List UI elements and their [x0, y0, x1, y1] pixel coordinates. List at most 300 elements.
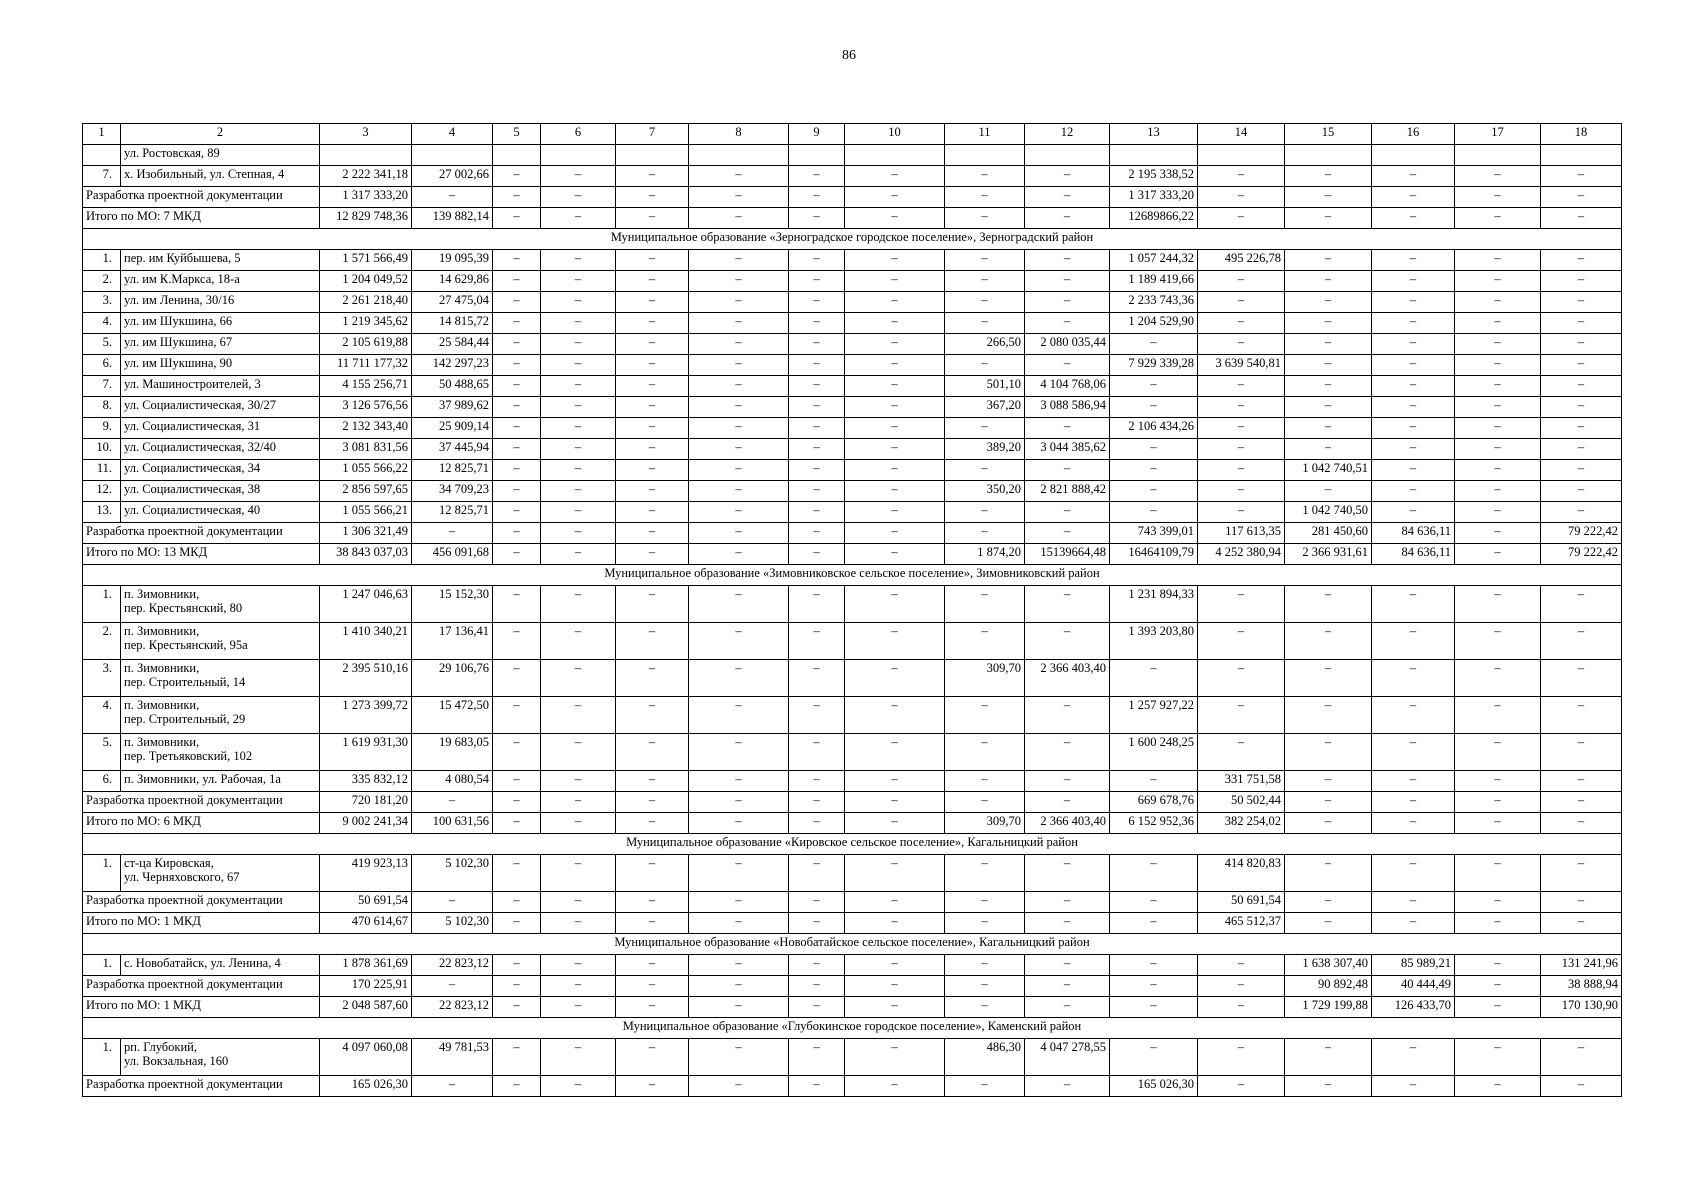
- table-cell: –: [1285, 187, 1372, 208]
- table-cell: –: [1372, 376, 1455, 397]
- table-cell: 2.: [83, 623, 121, 660]
- table-cell: п. Зимовники, пер. Третьяковский, 102: [121, 734, 320, 771]
- table-cell: –: [616, 334, 689, 355]
- table-cell: 4.: [83, 313, 121, 334]
- table-cell: –: [1541, 771, 1622, 792]
- table-cell: –: [789, 334, 845, 355]
- table-row: [83, 271, 1622, 292]
- table-cell: 1 231 894,33: [1110, 586, 1198, 623]
- table-cell: –: [541, 292, 616, 313]
- table-cell: –: [689, 997, 789, 1018]
- table-cell: –: [689, 187, 789, 208]
- table-cell: –: [541, 544, 616, 565]
- summary-row: [83, 892, 1622, 913]
- table-cell: –: [1285, 271, 1372, 292]
- table-row: [83, 418, 1622, 439]
- table-cell: –: [1285, 771, 1372, 792]
- table-cell: 100 631,56: [412, 813, 493, 834]
- table-cell: 3 126 576,56: [320, 397, 412, 418]
- table-cell: –: [541, 376, 616, 397]
- table-cell: [1455, 145, 1541, 166]
- table-cell: 25 584,44: [412, 334, 493, 355]
- table-cell: 10: [845, 124, 945, 145]
- table-cell: 9 002 241,34: [320, 813, 412, 834]
- table-cell: –: [689, 955, 789, 976]
- table-cell: –: [789, 208, 845, 229]
- table-cell: –: [945, 586, 1025, 623]
- table-row: [83, 771, 1622, 792]
- table-cell: –: [689, 623, 789, 660]
- table-cell: –: [541, 313, 616, 334]
- table-cell: [789, 145, 845, 166]
- table-cell: –: [1541, 855, 1622, 892]
- table-cell: –: [945, 292, 1025, 313]
- table-cell: 1 729 199,88: [1285, 997, 1372, 1018]
- table-cell: 2 080 035,44: [1025, 334, 1110, 355]
- table-cell: –: [789, 502, 845, 523]
- table-cell: 5.: [83, 734, 121, 771]
- table-cell: п. Зимовники, ул. Рабочая, 1а: [121, 771, 320, 792]
- table-cell: –: [689, 334, 789, 355]
- table-cell: –: [1455, 813, 1541, 834]
- table-cell: –: [1541, 913, 1622, 934]
- table-cell: –: [541, 997, 616, 1018]
- table-cell: ул. Социалистическая, 34: [121, 460, 320, 481]
- table-cell: –: [789, 734, 845, 771]
- table-cell: –: [1198, 460, 1285, 481]
- table-cell: 15139664,48: [1025, 544, 1110, 565]
- table-cell: –: [1541, 586, 1622, 623]
- table-cell: 1 317 333,20: [1110, 187, 1198, 208]
- table-cell: [1025, 145, 1110, 166]
- table-cell: 131 241,96: [1541, 955, 1622, 976]
- table-cell: п. Зимовники, пер. Строительный, 14: [121, 660, 320, 697]
- table-cell: –: [1372, 397, 1455, 418]
- table-cell: рп. Глубокий, ул. Вокзальная, 160: [121, 1039, 320, 1076]
- table-cell: –: [845, 334, 945, 355]
- table-row: [83, 481, 1622, 502]
- table-cell: –: [616, 502, 689, 523]
- table-cell: –: [493, 292, 541, 313]
- table-cell: 15: [1285, 124, 1372, 145]
- table-row: [83, 502, 1622, 523]
- table-cell: –: [541, 250, 616, 271]
- table-cell: –: [1455, 697, 1541, 734]
- table-cell: –: [1372, 660, 1455, 697]
- table-cell: –: [845, 355, 945, 376]
- table-cell: Муниципальное образование «Новобатайское сельское поселение», Кагальницкий район: [83, 934, 1622, 955]
- table-cell: –: [1285, 250, 1372, 271]
- table-cell: –: [493, 313, 541, 334]
- table-cell: –: [945, 697, 1025, 734]
- table-cell: –: [493, 166, 541, 187]
- table-cell: 3: [320, 124, 412, 145]
- table-cell: –: [493, 997, 541, 1018]
- budget-table: [82, 123, 1622, 1097]
- table-cell: –: [616, 955, 689, 976]
- table-cell: –: [845, 376, 945, 397]
- table-cell: –: [616, 208, 689, 229]
- table-cell: –: [1541, 792, 1622, 813]
- table-cell: –: [945, 771, 1025, 792]
- table-cell: –: [689, 292, 789, 313]
- table-cell: –: [789, 976, 845, 997]
- table-cell: –: [1541, 460, 1622, 481]
- table-cell: 84 636,11: [1372, 523, 1455, 544]
- table-cell: [945, 145, 1025, 166]
- table-cell: –: [689, 1039, 789, 1076]
- table-cell: –: [1025, 523, 1110, 544]
- table-cell: [1110, 145, 1198, 166]
- table-cell: –: [1025, 187, 1110, 208]
- table-cell: –: [789, 792, 845, 813]
- table-row: [83, 397, 1622, 418]
- table-cell: –: [1025, 976, 1110, 997]
- table-cell: 1 219 345,62: [320, 313, 412, 334]
- table-cell: –: [1025, 460, 1110, 481]
- table-cell: 486,30: [945, 1039, 1025, 1076]
- table-cell: 7 929 339,28: [1110, 355, 1198, 376]
- table-cell: –: [1198, 734, 1285, 771]
- table-cell: –: [1372, 913, 1455, 934]
- table-cell: Разработка проектной документации: [83, 1076, 320, 1097]
- table-cell: –: [1110, 997, 1198, 1018]
- table-row: [83, 623, 1622, 660]
- table-cell: –: [493, 813, 541, 834]
- table-cell: 1 638 307,40: [1285, 955, 1372, 976]
- table-cell: –: [789, 292, 845, 313]
- table-cell: –: [689, 271, 789, 292]
- table-cell: –: [541, 771, 616, 792]
- table-cell: –: [1455, 892, 1541, 913]
- table-cell: –: [789, 523, 845, 544]
- table-cell: –: [541, 660, 616, 697]
- table-cell: –: [1025, 355, 1110, 376]
- table-cell: 9: [789, 124, 845, 145]
- table-cell: –: [1285, 734, 1372, 771]
- table-cell: –: [789, 439, 845, 460]
- table-cell: –: [1110, 439, 1198, 460]
- summary-row: [83, 208, 1622, 229]
- table-cell: –: [616, 187, 689, 208]
- table-cell: –: [689, 523, 789, 544]
- table-cell: –: [1198, 439, 1285, 460]
- table-cell: 720 181,20: [320, 792, 412, 813]
- table-cell: –: [1025, 913, 1110, 934]
- table-cell: –: [1198, 481, 1285, 502]
- table-cell: 456 091,68: [412, 544, 493, 565]
- table-cell: –: [1110, 376, 1198, 397]
- table-cell: –: [1372, 271, 1455, 292]
- table-cell: –: [493, 523, 541, 544]
- table-cell: 5: [493, 124, 541, 145]
- table-cell: 139 882,14: [412, 208, 493, 229]
- table-cell: –: [616, 271, 689, 292]
- table-cell: –: [1198, 623, 1285, 660]
- table-cell: –: [1285, 418, 1372, 439]
- table-cell: –: [789, 771, 845, 792]
- table-cell: 1 189 419,66: [1110, 271, 1198, 292]
- table-cell: –: [616, 697, 689, 734]
- table-cell: 1 393 203,80: [1110, 623, 1198, 660]
- table-cell: –: [541, 855, 616, 892]
- table-cell: –: [541, 187, 616, 208]
- table-cell: –: [1198, 208, 1285, 229]
- table-cell: –: [1372, 855, 1455, 892]
- table-cell: 1 257 927,22: [1110, 697, 1198, 734]
- table-cell: –: [1285, 292, 1372, 313]
- table-cell: –: [1025, 208, 1110, 229]
- table-cell: 2 233 743,36: [1110, 292, 1198, 313]
- table-cell: 5 102,30: [412, 913, 493, 934]
- table-cell: 1 042 740,50: [1285, 502, 1372, 523]
- table-cell: 25 909,14: [412, 418, 493, 439]
- table-cell: 2 821 888,42: [1025, 481, 1110, 502]
- table-cell: –: [689, 976, 789, 997]
- table-cell: –: [493, 892, 541, 913]
- summary-row: [83, 544, 1622, 565]
- section-header-row: [83, 934, 1622, 955]
- table-cell: 1 874,20: [945, 544, 1025, 565]
- table-cell: ул. им К.Маркса, 18-а: [121, 271, 320, 292]
- table-cell: 1 571 566,49: [320, 250, 412, 271]
- table-cell: 6.: [83, 771, 121, 792]
- table-cell: –: [1285, 208, 1372, 229]
- table-cell: 12.: [83, 481, 121, 502]
- table-cell: –: [616, 892, 689, 913]
- table-cell: 266,50: [945, 334, 1025, 355]
- table-cell: –: [616, 623, 689, 660]
- table-cell: –: [845, 481, 945, 502]
- table-cell: –: [412, 523, 493, 544]
- table-cell: –: [1455, 1076, 1541, 1097]
- table-cell: –: [1025, 697, 1110, 734]
- table-cell: 27 002,66: [412, 166, 493, 187]
- table-cell: 1: [83, 124, 121, 145]
- table-cell: –: [845, 976, 945, 997]
- table-cell: –: [1285, 355, 1372, 376]
- table-cell: –: [541, 1039, 616, 1076]
- table-cell: 170 225,91: [320, 976, 412, 997]
- section-header-row: [83, 565, 1622, 586]
- table-cell: 4.: [83, 697, 121, 734]
- table-cell: –: [1372, 792, 1455, 813]
- table-cell: Разработка проектной документации: [83, 187, 320, 208]
- table-cell: –: [541, 734, 616, 771]
- table-cell: –: [789, 355, 845, 376]
- table-cell: –: [1372, 734, 1455, 771]
- table-cell: –: [1541, 271, 1622, 292]
- table-cell: –: [1455, 734, 1541, 771]
- table-cell: пер. им Куйбышева, 5: [121, 250, 320, 271]
- table-cell: –: [789, 460, 845, 481]
- table-cell: –: [1025, 418, 1110, 439]
- table-cell: –: [789, 1039, 845, 1076]
- table-row: [83, 955, 1622, 976]
- table-cell: –: [945, 313, 1025, 334]
- table-cell: –: [845, 418, 945, 439]
- table-cell: –: [1455, 376, 1541, 397]
- table-cell: –: [616, 376, 689, 397]
- table-cell: –: [616, 734, 689, 771]
- table-cell: 2.: [83, 271, 121, 292]
- table-cell: –: [845, 460, 945, 481]
- table-cell: 10.: [83, 439, 121, 460]
- table-cell: 170 130,90: [1541, 997, 1622, 1018]
- table-cell: 350,20: [945, 481, 1025, 502]
- table-cell: –: [1372, 1076, 1455, 1097]
- table-cell: –: [1110, 460, 1198, 481]
- table-cell: –: [616, 355, 689, 376]
- table-cell: –: [945, 460, 1025, 481]
- table-cell: 6.: [83, 355, 121, 376]
- table-cell: 50 488,65: [412, 376, 493, 397]
- table-row: [83, 855, 1622, 892]
- table-row: [83, 439, 1622, 460]
- table-cell: –: [1455, 460, 1541, 481]
- table-cell: –: [1198, 976, 1285, 997]
- table-cell: 3 088 586,94: [1025, 397, 1110, 418]
- table-cell: –: [493, 697, 541, 734]
- table-cell: –: [1110, 334, 1198, 355]
- table-cell: –: [1455, 481, 1541, 502]
- table-cell: –: [541, 1076, 616, 1097]
- table-cell: –: [945, 855, 1025, 892]
- table-cell: –: [541, 208, 616, 229]
- table-cell: –: [1541, 418, 1622, 439]
- table-cell: –: [493, 250, 541, 271]
- table-cell: –: [1455, 955, 1541, 976]
- table-cell: 1 273 399,72: [320, 697, 412, 734]
- table-cell: –: [845, 271, 945, 292]
- table-cell: Итого по МО: 13 МКД: [83, 544, 320, 565]
- table-cell: –: [945, 892, 1025, 913]
- table-cell: 7.: [83, 376, 121, 397]
- table-cell: –: [541, 334, 616, 355]
- table-cell: –: [1110, 976, 1198, 997]
- table-cell: –: [616, 586, 689, 623]
- table-cell: 22 823,12: [412, 997, 493, 1018]
- table-cell: 309,70: [945, 813, 1025, 834]
- table-cell: –: [1025, 271, 1110, 292]
- table-cell: –: [616, 771, 689, 792]
- table-cell: –: [845, 187, 945, 208]
- table-cell: Итого по МО: 7 МКД: [83, 208, 320, 229]
- table-cell: –: [1025, 734, 1110, 771]
- table-cell: [845, 145, 945, 166]
- table-cell: 414 820,83: [1198, 855, 1285, 892]
- table-cell: –: [1285, 397, 1372, 418]
- table-cell: –: [541, 439, 616, 460]
- table-cell: –: [1372, 292, 1455, 313]
- table-cell: –: [689, 208, 789, 229]
- table-cell: –: [789, 660, 845, 697]
- table-cell: [616, 145, 689, 166]
- section-header-row: [83, 834, 1622, 855]
- table-cell: 1 042 740,51: [1285, 460, 1372, 481]
- table-cell: –: [1372, 481, 1455, 502]
- table-cell: –: [541, 418, 616, 439]
- table-cell: 1.: [83, 955, 121, 976]
- table-cell: –: [1285, 855, 1372, 892]
- table-cell: 34 709,23: [412, 481, 493, 502]
- table-cell: 2 105 619,88: [320, 334, 412, 355]
- table-cell: –: [945, 976, 1025, 997]
- table-cell: 1.: [83, 855, 121, 892]
- table-cell: 1 055 566,21: [320, 502, 412, 523]
- table-cell: Муниципальное образование «Кировское сельское поселение», Кагальницкий район: [83, 834, 1622, 855]
- table-cell: –: [845, 586, 945, 623]
- table-cell: 14 629,86: [412, 271, 493, 292]
- table-cell: –: [1372, 334, 1455, 355]
- table-cell: –: [1110, 660, 1198, 697]
- table-cell: –: [1285, 439, 1372, 460]
- table-cell: –: [1198, 376, 1285, 397]
- table-cell: 4 080,54: [412, 771, 493, 792]
- table-cell: –: [493, 355, 541, 376]
- table-cell: –: [1025, 586, 1110, 623]
- table-cell: –: [1110, 502, 1198, 523]
- table-cell: –: [945, 355, 1025, 376]
- table-row: [83, 586, 1622, 623]
- table-cell: –: [1285, 586, 1372, 623]
- table-cell: –: [1110, 1039, 1198, 1076]
- table-cell: –: [1372, 892, 1455, 913]
- table-cell: –: [1285, 913, 1372, 934]
- table-cell: –: [789, 1076, 845, 1097]
- section-header-row: [83, 229, 1622, 250]
- table-cell: –: [1198, 697, 1285, 734]
- table-cell: –: [1285, 623, 1372, 660]
- table-cell: 12 829 748,36: [320, 208, 412, 229]
- table-cell: –: [845, 955, 945, 976]
- table-cell: 14: [1198, 124, 1285, 145]
- table-cell: 37 445,94: [412, 439, 493, 460]
- table-cell: –: [789, 544, 845, 565]
- table-cell: –: [493, 955, 541, 976]
- table-cell: –: [616, 1039, 689, 1076]
- table-cell: –: [1541, 292, 1622, 313]
- table-cell: 17 136,41: [412, 623, 493, 660]
- table-cell: ул. Машиностроителей, 3: [121, 376, 320, 397]
- summary-row: [83, 976, 1622, 997]
- table-cell: 12 825,71: [412, 502, 493, 523]
- table-cell: 17: [1455, 124, 1541, 145]
- table-cell: 4 155 256,71: [320, 376, 412, 397]
- table-cell: [689, 145, 789, 166]
- table-row: [83, 334, 1622, 355]
- table-cell: 3 639 540,81: [1198, 355, 1285, 376]
- table-cell: 1 204 529,90: [1110, 313, 1198, 334]
- table-cell: –: [845, 502, 945, 523]
- table-cell: –: [945, 913, 1025, 934]
- table-cell: 9.: [83, 418, 121, 439]
- table-cell: –: [1372, 250, 1455, 271]
- table-cell: –: [541, 623, 616, 660]
- table-cell: –: [1025, 250, 1110, 271]
- table-cell: –: [1110, 855, 1198, 892]
- table-cell: 142 297,23: [412, 355, 493, 376]
- table-cell: –: [1025, 997, 1110, 1018]
- table-cell: 38 888,94: [1541, 976, 1622, 997]
- table-cell: –: [1541, 1039, 1622, 1076]
- table-row: [83, 460, 1622, 481]
- table-cell: 11: [945, 124, 1025, 145]
- table-cell: –: [1541, 187, 1622, 208]
- table-cell: –: [1198, 397, 1285, 418]
- table-cell: –: [1455, 166, 1541, 187]
- table-cell: –: [1285, 166, 1372, 187]
